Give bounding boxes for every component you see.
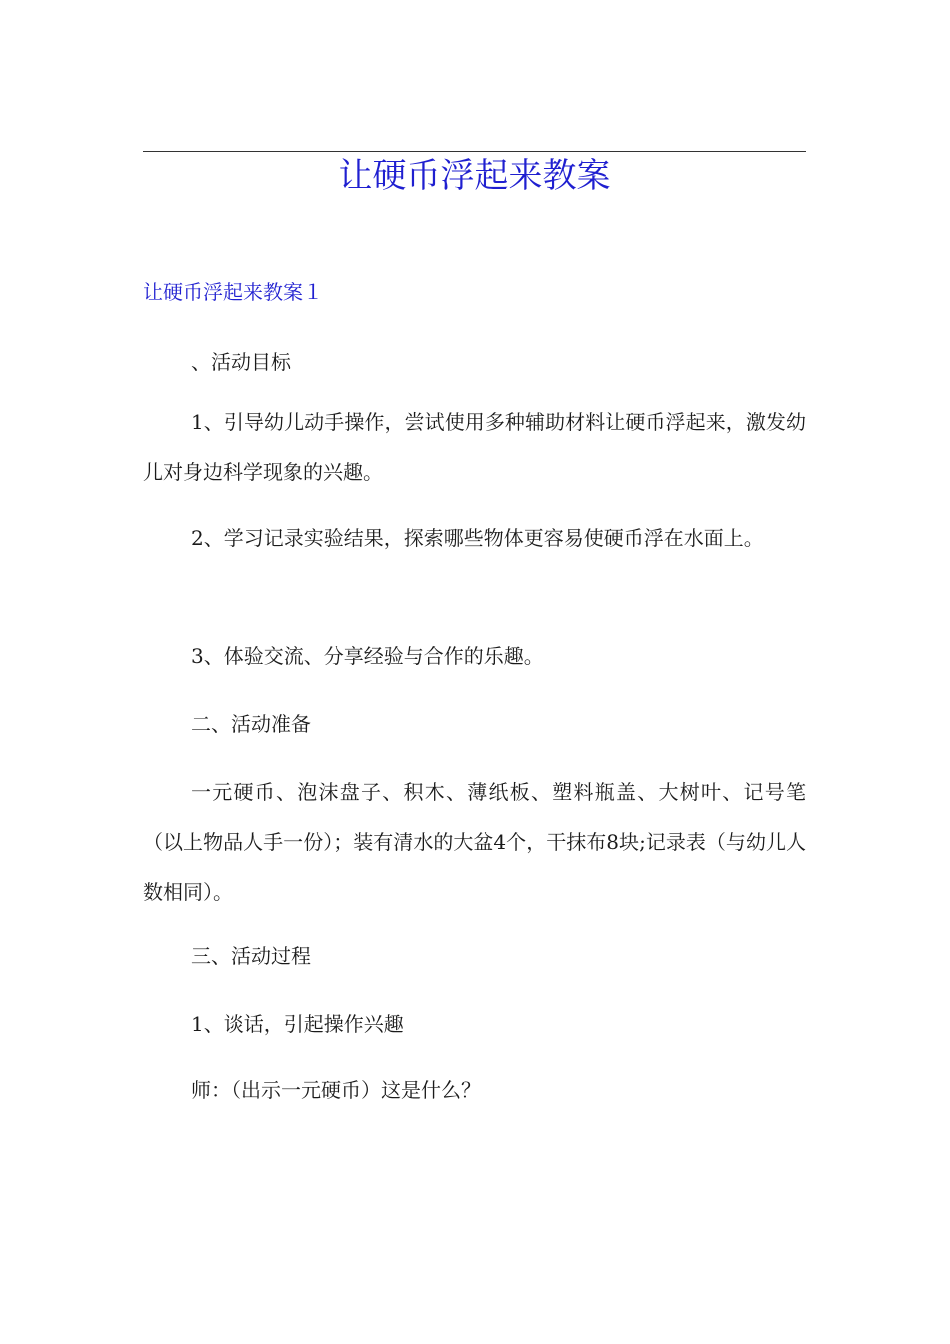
heading-activity-process: 三、活动过程 (191, 944, 311, 968)
preparation-list: 一元硬币、泡沫盘子、积木、薄纸板、塑料瓶盖、大树叶、记号笔（以上物品人手一份）；装有清水的大盆4个，干抹布8块;记录表（与幼儿人数相同）。 (143, 780, 806, 904)
section-heading: 让硬币浮起来教案１ (143, 280, 323, 304)
goal-item-1: 1、引导幼儿动手操作，尝试使用多种辅助材料让硬币浮起来，激发幼儿对身边科学现象的兴趣。 (143, 410, 806, 484)
goal-item-2: 2、学习记录实验结果，探索哪些物体更容易使硬币浮在水面上。 (191, 526, 764, 550)
teacher-line: 师：（出示一元硬币）这是什么？ (191, 1078, 481, 1102)
heading-activity-preparation: 二、活动准备 (191, 712, 311, 736)
process-step-1: 1、谈话，引起操作兴趣 (191, 1012, 404, 1036)
document-title: 让硬币浮起来教案 (338, 156, 611, 196)
heading-activity-goals: 、活动目标 (191, 350, 291, 374)
goal-item-3: 3、体验交流、分享经验与合作的乐趣。 (191, 644, 544, 668)
